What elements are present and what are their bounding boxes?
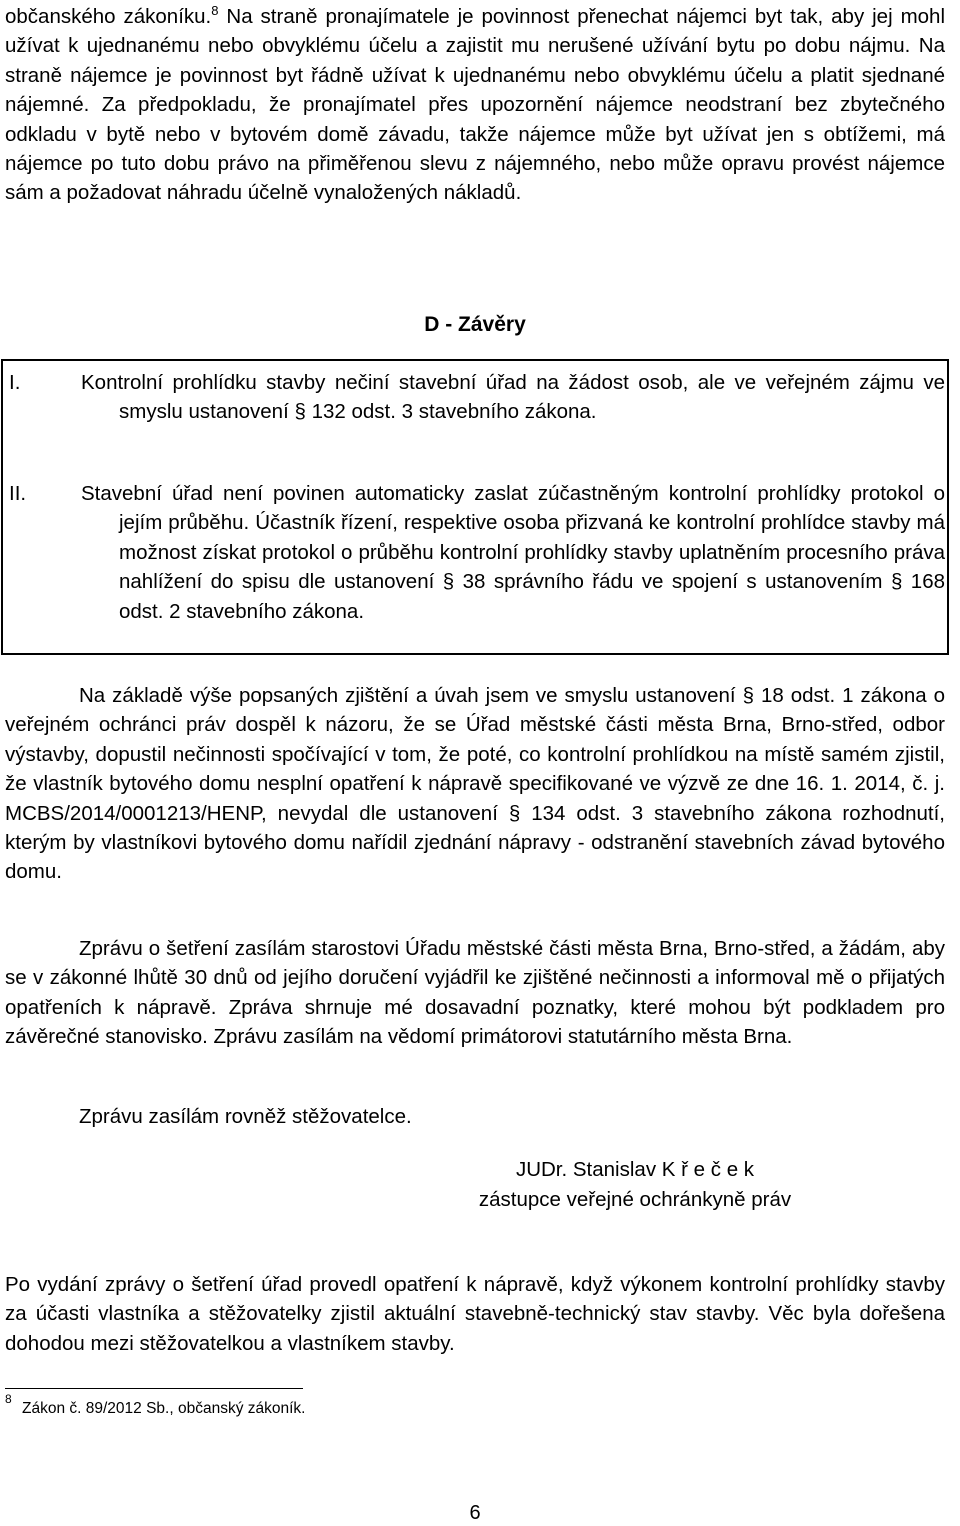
paragraph-report: Zprávu o šetření zasílám starostovi Úřadu městské části města Brna, Brno-střed, a žádám, aby se v zákonné lhůtě 30 dnů od jejího doručení vyjádřil ke zjištěné nečinnosti a informoval mě o přijatých opatřeních k nápravě. Zpráva shrnuje mé dosavadní poznatky, které mohou být podkladem pro závěrečné stanovisko. Zprávu zasílám na vědomí primátorovi statutárního města Brna.	[5, 937, 945, 1049]
signature-block	[445, 1155, 825, 1215]
conclusion-item-1	[9, 368, 945, 427]
paragraph-outcome: Po vydání zprávy o šetření úřad provedl opatření k nápravě, když výkonem kontrolní prohlídky stavby za účasti vlastníka a stěžovatelky zjistil aktuální stavebně-technický stav stavby. Věc byla dořešena dohodou mezi stěžovatelkou a vlastníkem stavby.	[5, 1273, 945, 1355]
footnote-ref: 8	[211, 3, 219, 19]
paragraph-top-rest: Na straně pronajímatele je povinnost přenechat nájemci byt tak, aby jej mohl užívat k ujednanému nebo obvyklému účelu a zajistit mu nerušené užívání bytu po dobu nájmu. Na straně nájemce je povinnost byt řádně užívat k ujednanému nebo obvyklému účelu a platit sjednané nájemné. Za předpokladu, že pronajímatel přes upozornění nájemce neodstraní bez zbytečného odkladu v bytě nebo v bytovém domě závadu, takže nájemce může byt užívat jen s obtížemi, má nájemce po tuto dobu právo na přiměřenou slevu z nájemného, nebo může opravu provést nájemce sám a požadovat náhradu účelně vynaložených nákladů.	[5, 5, 946, 205]
page-number: 6	[469, 1502, 481, 1524]
footnote-divider	[5, 1388, 303, 1389]
section-heading: D - Závěry	[424, 313, 526, 336]
conclusion-text: Stavební úřad není povinen automaticky zaslat zúčastněným kontrolní prohlídky protokol o jejím průběhu. Účastník řízení, respektive osoba přizvaná ke kontrolní prohlídce stavby má možnost získat protokol o průběhu kontrolní prohlídky stavby uplatněním procesního práva nahlížení do spisu dle ustanovení § 38 správního řádu ve spojení s ustanovením § 168 odst. 2 stavebního zákona.	[81, 482, 945, 623]
signature-role: zástupce veřejné ochránkyně práv	[478, 1188, 792, 1211]
paragraph-top-start: občanského zákoníku.	[5, 5, 212, 28]
footnote	[5, 1392, 306, 1418]
footnote-number: 8	[5, 1392, 12, 1406]
conclusion-item-2	[9, 479, 945, 626]
paragraph-top	[5, 2, 945, 208]
conclusion-text: Kontrolní prohlídku stavby nečiní stavební úřad na žádost osob, ale ve veřejném zájmu ve smyslu ustanovení § 132 odst. 3 stavebního zákona.	[81, 371, 945, 424]
paragraph-findings: Na základě výše popsaných zjištění a úvah jsem ve smyslu ustanovení § 18 odst. 1 zákona o veřejném ochránci práv dospěl k názoru, že se Úřad městské části města Brna, Brno-střed, odbor výstavby, dopustil nečinnosti spočívající v tom, že poté, co kontrolní prohlídkou na místě samém zjistil, že vlastník bytového domu nesplní opatření k nápravě specifikované ve výzvě ze dne 16. 1. 2014, č. j. MCBS/2014/0001213/HENP, nevydal dle ustanovení § 134 odst. 3 stavebního zákona rozhodnutí, kterým by vlastníkovi bytového domu nařídil zjednání nápravy - odstranění stavebních závad bytového domu.	[5, 684, 945, 884]
paragraph-complainant: Zprávu zasílám rovněž stěžovatelce.	[79, 1105, 412, 1128]
conclusion-number: I.	[9, 371, 21, 394]
signature-name: JUDr. Stanislav K ř e č e k	[515, 1158, 755, 1181]
conclusion-number: II.	[9, 482, 27, 505]
footnote-text: Zákon č. 89/2012 Sb., občanský zákoník.	[22, 1400, 306, 1418]
